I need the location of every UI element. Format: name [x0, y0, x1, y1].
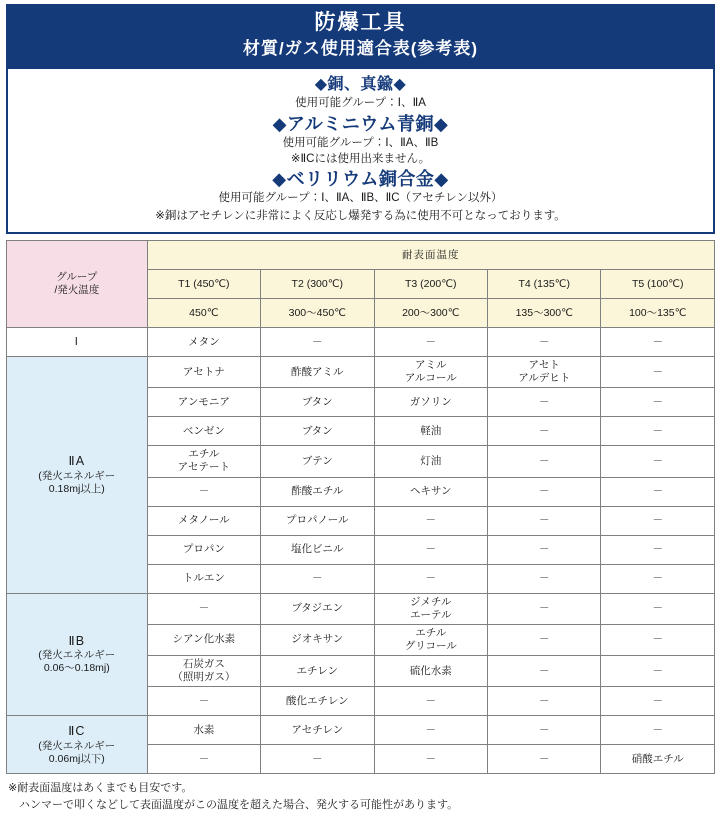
- group-name: ⅡA: [68, 453, 86, 468]
- col-value-t3: 200〜300℃: [374, 299, 487, 328]
- cell-empty: －: [374, 506, 487, 535]
- material-groups-aluminum-bronze: 使用可能グループ：Ⅰ、ⅡA、ⅡB: [282, 137, 439, 150]
- material-caution-aluminum-bronze: ※ⅡCには使用出来ません。: [290, 152, 431, 165]
- group-name: Ⅰ: [7, 328, 148, 357]
- cell-empty: －: [374, 328, 487, 357]
- group-energy-line-0: (発火エネルギー: [38, 739, 116, 752]
- group-cell-1: [7, 357, 148, 594]
- cell-substance: ブテン: [261, 446, 374, 477]
- cell-empty: －: [488, 593, 601, 624]
- group-energy-line-1: 0.06mj以下): [48, 752, 105, 765]
- cell-substance: ブタン: [261, 388, 374, 417]
- col-header-t2: T2 (300℃): [261, 270, 374, 299]
- cell-empty: －: [374, 745, 487, 774]
- cell-empty: －: [601, 477, 715, 506]
- cell-substance: ブタジエン: [261, 593, 374, 624]
- cell-empty: －: [601, 535, 715, 564]
- cell-substance: アセトナ: [147, 357, 260, 388]
- material-name-copper: ◆銅、真鍮◆: [314, 76, 407, 94]
- cell-substance: 酸化エチレン: [261, 687, 374, 716]
- cell-substance: エチレン: [261, 656, 374, 687]
- col-value-t4: 135〜300℃: [488, 299, 601, 328]
- group-energy-line-0: (発火エネルギー: [38, 649, 116, 662]
- cell-empty: －: [488, 745, 601, 774]
- cell-substance: ヘキサン: [374, 477, 487, 506]
- table-row: [7, 357, 715, 388]
- col-header-t3: T3 (200℃): [374, 270, 487, 299]
- cell-substance: エチル アセテート: [147, 446, 260, 477]
- cell-empty: －: [488, 506, 601, 535]
- cell-empty: －: [488, 388, 601, 417]
- group-header-line2: /発火温度: [54, 284, 100, 297]
- cell-substance: 塩化ビニル: [261, 535, 374, 564]
- material-name-aluminum-bronze: ◆アルミニウム青銅◆: [272, 113, 449, 134]
- cell-empty: －: [488, 716, 601, 745]
- cell-substance: プロパノール: [261, 506, 374, 535]
- cell-empty: －: [261, 564, 374, 593]
- cell-empty: －: [147, 477, 260, 506]
- cell-substance: アセチレン: [261, 716, 374, 745]
- cell-empty: －: [601, 656, 715, 687]
- material-groups-copper: 使用可能グループ：Ⅰ、ⅡA: [295, 97, 426, 110]
- table-row: [7, 716, 715, 745]
- cell-substance: ベンゼン: [147, 417, 260, 446]
- group-energy-line-0: (発火エネルギー: [38, 469, 116, 482]
- cell-substance: シアン化水素: [147, 624, 260, 655]
- col-value-t2: 300〜450℃: [261, 299, 374, 328]
- material-block-copper: [18, 75, 703, 111]
- cell-substance: トルエン: [147, 564, 260, 593]
- material-block-aluminum-bronze: [18, 113, 703, 167]
- cell-substance: アミル アルコール: [374, 357, 487, 388]
- cell-substance: ガソリン: [374, 388, 487, 417]
- cell-substance: アセト アルデヒト: [488, 357, 601, 388]
- cell-substance: 硫化水素: [374, 656, 487, 687]
- cell-substance: 灯油: [374, 446, 487, 477]
- cell-substance: ブタン: [261, 417, 374, 446]
- cell-substance: メタノール: [147, 506, 260, 535]
- cell-empty: －: [601, 328, 715, 357]
- cell-substance: 酢酸エチル: [261, 477, 374, 506]
- group-energy-line-1: 0.06〜0.18mj): [43, 662, 110, 675]
- table-row: [7, 328, 715, 357]
- cell-empty: －: [147, 593, 260, 624]
- cell-empty: －: [488, 656, 601, 687]
- cell-empty: －: [147, 687, 260, 716]
- group-cell-3: [7, 716, 148, 774]
- page-subtitle: 材質/ガス使用適合表(参考表): [242, 39, 479, 59]
- cell-empty: －: [261, 328, 374, 357]
- cell-empty: －: [374, 535, 487, 564]
- col-value-t1: 450℃: [147, 299, 260, 328]
- cell-substance: ジオキサン: [261, 624, 374, 655]
- material-block-beryllium-copper: [18, 168, 703, 207]
- cell-empty: －: [374, 564, 487, 593]
- col-header-t5: T5 (100℃): [601, 270, 715, 299]
- col-value-t5: 100〜135℃: [601, 299, 715, 328]
- cell-substance: メタン: [147, 328, 260, 357]
- cell-substance: プロパン: [147, 535, 260, 564]
- cell-empty: －: [261, 745, 374, 774]
- cell-empty: －: [601, 687, 715, 716]
- footnote-line-2: ハンマーで叩くなどして表面温度がこの温度を超えた場合、発火する可能性があります。: [19, 798, 459, 811]
- group-name: ⅡC: [68, 723, 86, 738]
- table-footnote: [6, 780, 715, 813]
- cell-empty: －: [601, 593, 715, 624]
- cell-substance: 軽油: [374, 417, 487, 446]
- group-header-cell: [7, 241, 148, 328]
- material-warning: ※銅はアセチレンに非常によく反応し爆発する為に使用不可となっております。: [155, 209, 566, 222]
- material-groups-beryllium-copper: 使用可能グループ：Ⅰ、ⅡA、ⅡB、ⅡC（アセチレン以外）: [218, 192, 503, 205]
- cell-empty: －: [601, 446, 715, 477]
- cell-empty: －: [374, 716, 487, 745]
- cell-empty: －: [601, 388, 715, 417]
- gas-compatibility-table: [6, 240, 715, 774]
- footnote-line-1: ※耐表面温度はあくまでも目安です。: [8, 782, 193, 795]
- cell-empty: －: [488, 564, 601, 593]
- cell-empty: －: [601, 417, 715, 446]
- cell-substance: 水素: [147, 716, 260, 745]
- col-header-t4: T4 (135℃): [488, 270, 601, 299]
- cell-empty: －: [601, 357, 715, 388]
- page-title: 防爆工具: [314, 11, 407, 34]
- cell-substance: 石炭ガス （照明ガス）: [147, 656, 260, 687]
- cell-empty: －: [488, 417, 601, 446]
- temp-header-cell: 耐表面温度: [147, 241, 714, 270]
- cell-empty: －: [147, 745, 260, 774]
- group-name: ⅡB: [68, 633, 86, 648]
- cell-empty: －: [601, 564, 715, 593]
- group-energy-line-1: 0.18mj以上): [48, 482, 105, 495]
- cell-substance: エチル グリコール: [374, 624, 487, 655]
- col-header-t1: T1 (450℃): [147, 270, 260, 299]
- material-name-beryllium-copper: ◆ベリリウム銅合金◆: [272, 169, 449, 190]
- material-notes: [6, 69, 715, 234]
- cell-empty: －: [488, 535, 601, 564]
- group-cell-2: [7, 593, 148, 716]
- cell-empty: －: [488, 624, 601, 655]
- cell-empty: －: [488, 446, 601, 477]
- document-header: [6, 4, 715, 69]
- cell-empty: －: [601, 716, 715, 745]
- cell-substance: アンモニア: [147, 388, 260, 417]
- table-row: [7, 593, 715, 624]
- cell-empty: －: [374, 687, 487, 716]
- cell-empty: －: [601, 624, 715, 655]
- cell-substance: 酢酸アミル: [261, 357, 374, 388]
- cell-empty: －: [488, 328, 601, 357]
- table-header-row-1: [7, 241, 715, 270]
- cell-empty: －: [488, 477, 601, 506]
- group-header-line1: グループ: [56, 270, 98, 283]
- cell-substance: ジメチル エーテル: [374, 593, 487, 624]
- cell-empty: －: [488, 687, 601, 716]
- cell-substance: 硝酸エチル: [601, 745, 715, 774]
- cell-empty: －: [601, 506, 715, 535]
